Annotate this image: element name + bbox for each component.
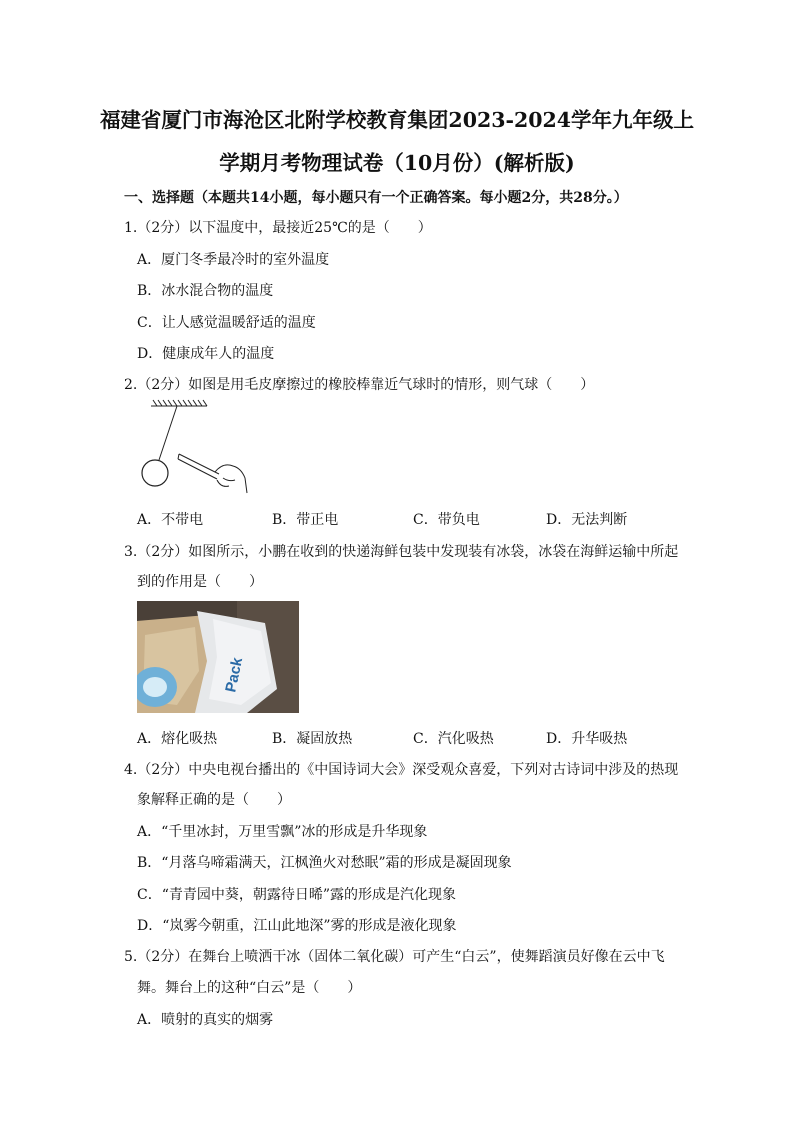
exam-title-line-2: 学期月考物理试卷（10月份）(解析版) — [219, 151, 575, 175]
ice-pack-photo-art — [137, 601, 299, 713]
question-3-stem-line-1: 3.（2分）如图所示，小鹏在收到的快递海鲜包装中发现装有冰袋，冰袋在海鲜运输中所起 — [124, 544, 679, 560]
ice-pack-label: Pack — [222, 656, 247, 694]
rubber-rod — [178, 454, 219, 479]
question-1-option-c: C．让人感觉温暖舒适的温度 — [137, 315, 316, 331]
question-2-option-b: B．带正电 — [272, 512, 339, 528]
question-1-option-a: A．厦门冬季最冷时的室外温度 — [137, 252, 330, 268]
question-1-option-d: D．健康成年人的温度 — [137, 346, 275, 362]
balloon-rod-figure — [137, 398, 257, 498]
question-1-option-b: B．冰水混合物的温度 — [137, 283, 274, 299]
question-3-option-a: A．熔化吸热 — [137, 731, 218, 747]
question-2-options — [0, 509, 794, 529]
question-4-option-a: A．“千里冰封，万里雪飘”冰的形成是升华现象 — [137, 824, 428, 840]
question-3-options — [0, 728, 794, 748]
question-2-stem: 2.（2分）如图是用毛皮摩擦过的橡胶棒靠近气球时的情形，则气球（ ） — [124, 377, 595, 393]
question-4-option-d: D．“岚雾今朝重，江山此地深”雾的形成是液化现象 — [137, 918, 457, 934]
question-3-option-b: B．凝固放热 — [272, 731, 353, 747]
string-line — [159, 406, 177, 460]
question-4-stem-line-2: 象解释正确的是（ ） — [137, 792, 291, 808]
question-3-option-c: C．汽化吸热 — [413, 731, 494, 747]
question-4-option-b: B．“月落乌啼霜满天，江枫渔火对愁眠”霜的形成是凝固现象 — [137, 855, 512, 871]
question-2-option-a: A．不带电 — [137, 512, 204, 528]
ceiling-hatch — [151, 400, 207, 406]
section-heading: 一、选择题（本题共14小题，每小题只有一个正确答案。每小题2分，共28分。） — [124, 190, 628, 206]
question-5-option-a: A．喷射的真实的烟雾 — [137, 1012, 274, 1028]
hand-outline — [215, 465, 247, 493]
ice-pack-photo — [137, 601, 299, 713]
question-4-stem-line-1: 4.（2分）中央电视台播出的《中国诗词大会》深受观众喜爱，下列对古诗词中涉及的热现 — [124, 762, 679, 778]
question-5-stem-line-2: 舞。舞台上的这种“白云”是（ ） — [137, 980, 362, 996]
question-1-stem: 1.（2分）以下温度中，最接近25℃的是（ ） — [124, 220, 432, 236]
question-2-option-d: D．无法判断 — [546, 512, 628, 528]
question-2-option-c: C．带负电 — [413, 512, 480, 528]
question-3-option-d: D．升华吸热 — [546, 731, 628, 747]
question-3-stem-line-2: 到的作用是（ ） — [137, 574, 263, 590]
question-5-stem-line-1: 5.（2分）在舞台上喷洒干冰（固体二氧化碳）可产生“白云”，使舞蹈演员好像在云中飞 — [124, 949, 665, 965]
question-4-option-c: C．“青青园中葵，朝露待日晞”露的形成是汽化现象 — [137, 887, 457, 903]
exam-title-line-1: 福建省厦门市海沧区北附学校教育集团2023-2024学年九年级上 — [99, 108, 695, 132]
balloon-circle — [142, 460, 168, 486]
